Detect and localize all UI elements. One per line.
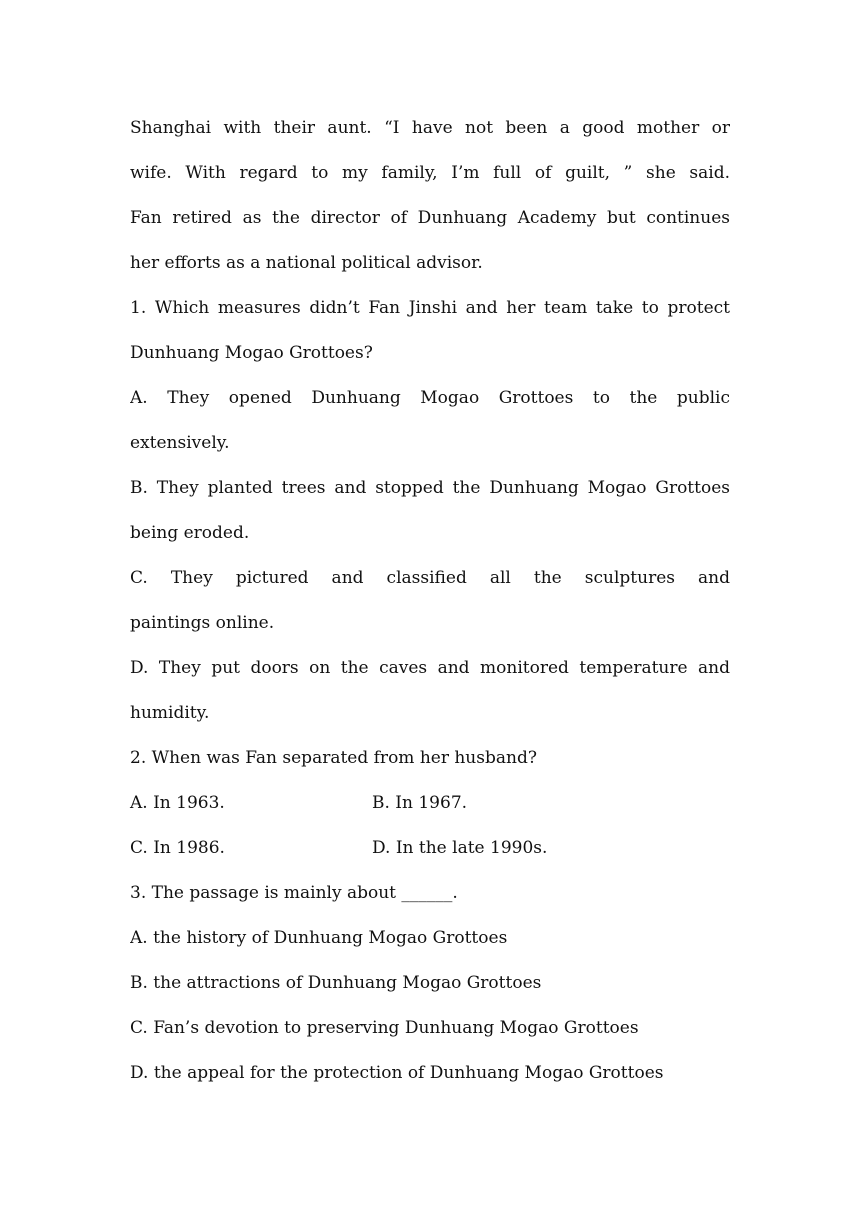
question-2-option-b: B. In 1967.	[372, 793, 468, 813]
question-3-option-c: C. Fan’s devotion to preserving Dunhuang Mogao Grottoes	[130, 1018, 639, 1038]
question-2	[130, 736, 730, 871]
question-1-stem-cont: Dunhuang Mogao Grottoes?	[130, 343, 373, 363]
question-2-options-row-2	[130, 826, 730, 871]
question-2-option-a: A. In 1963.	[130, 793, 225, 813]
question-3-option-b: B. the attractions of Dunhuang Mogao Grottoes	[130, 973, 542, 993]
question-3	[130, 871, 730, 1096]
question-1-option-c-cont: paintings online.	[130, 613, 275, 633]
question-1-option-a-cont: extensively.	[130, 433, 230, 453]
question-1-option-a: A. They opened Dunhuang Mogao Grottoes to the public	[130, 388, 730, 408]
question-1-option-b: B. They planted trees and stopped the Dunhuang Mogao Grottoes	[130, 478, 730, 498]
question-1-option-b-cont: being eroded.	[130, 523, 250, 543]
passage-line: wife. With regard to my family, I’m full of guilt, ” she said.	[130, 163, 730, 183]
question-1-option-d: D. They put doors on the caves and monitored temperature and	[130, 658, 730, 678]
question-2-option-c: C. In 1986.	[130, 838, 225, 858]
question-2-option-d: D. In the late 1990s.	[372, 838, 548, 858]
question-1-option-c: C. They pictured and classified all the sculptures and	[130, 568, 730, 588]
passage-line: her efforts as a national political advisor.	[130, 253, 483, 273]
question-1-stem: 1. Which measures didn’t Fan Jinshi and her team take to protect	[130, 298, 730, 318]
question-3-option-a: A. the history of Dunhuang Mogao Grottoes	[130, 928, 508, 948]
passage-ending	[130, 106, 730, 286]
document-page	[130, 106, 730, 1096]
question-2-stem: 2. When was Fan separated from her husband?	[130, 748, 537, 768]
question-1	[130, 286, 730, 736]
question-3-stem: 3. The passage is mainly about ______.	[130, 883, 458, 903]
passage-line: Shanghai with their aunt. “I have not been a good mother or	[130, 118, 730, 138]
question-1-option-d-cont: humidity.	[130, 703, 210, 723]
question-2-options-row-1	[130, 781, 730, 826]
passage-line: Fan retired as the director of Dunhuang Academy but continues	[130, 208, 730, 228]
question-3-option-d: D. the appeal for the protection of Dunhuang Mogao Grottoes	[130, 1063, 664, 1083]
